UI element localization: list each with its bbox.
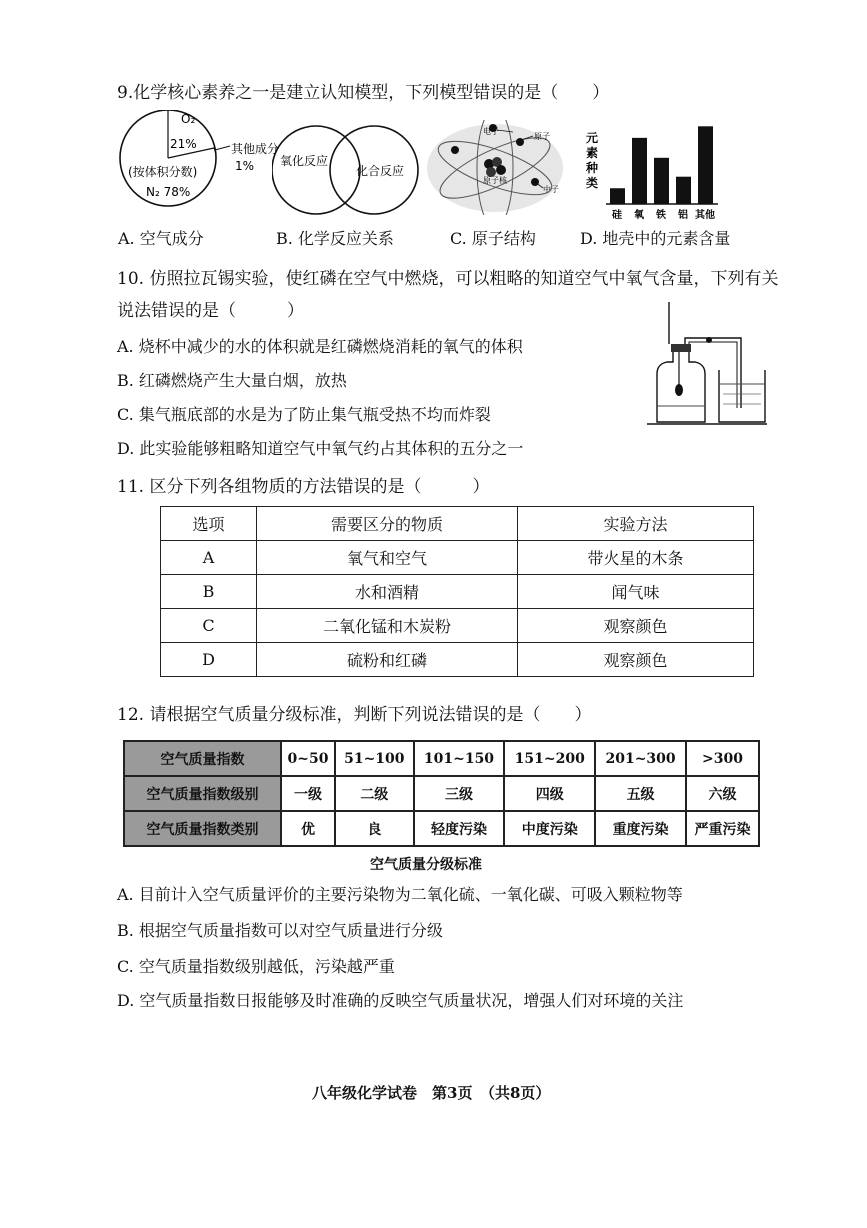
bar <box>698 126 713 204</box>
q9-stem: 9.化学核心素养之一是建立认知模型，下列模型错误的是（ ） <box>117 83 610 103</box>
row-header: 空气质量指数级别 <box>124 776 281 811</box>
row-header: 空气质量指数 <box>124 741 281 776</box>
q12-option-d: D. 空气质量指数日报能够及时准确的反映空气质量状况，增强人们对环境的关注 <box>117 991 684 1010</box>
table-cell: 51~100 <box>335 741 414 776</box>
table-row <box>124 776 759 811</box>
q10-stem-line2: 说法错误的是（ ） <box>117 301 304 321</box>
table-cell: 中度污染 <box>504 811 595 846</box>
air-composition-pie <box>118 110 288 215</box>
table-cell: 带火星的木条 <box>518 541 754 575</box>
reaction-venn <box>272 124 422 219</box>
table-cell: 严重污染 <box>686 811 759 846</box>
table-cell: 水和酒精 <box>257 575 518 609</box>
table-header-row <box>161 507 754 541</box>
bar <box>654 158 669 204</box>
q10-stem-line1: 10. 仿照拉瓦锡实验，使红磷在空气中燃烧，可以粗略的知道空气中氧气含量，下列有关 <box>117 269 779 289</box>
q11-stem: 11. 区分下列各组物质的方法错误的是（ ） <box>117 477 490 497</box>
bar <box>610 188 625 204</box>
table-row <box>124 811 759 846</box>
table-cell: 重度污染 <box>595 811 686 846</box>
bar-ylabel-char: 元 <box>586 131 599 145</box>
other-pct: 1% <box>235 159 255 173</box>
q9-option-a: A. 空气成分 <box>118 229 204 248</box>
venn-left-label: 氧化反应 <box>280 154 329 168</box>
n2-label: N₂ 78% <box>146 185 191 199</box>
q10-option-d: D. 此实验能够粗略知道空气中氧气约占其体积的五分之一 <box>117 439 524 458</box>
q12-option-b: B. 根据空气质量指数可以对空气质量进行分级 <box>117 921 443 940</box>
table-cell: 三级 <box>414 776 505 811</box>
table-cell: 轻度污染 <box>414 811 505 846</box>
q9-option-c: C. 原子结构 <box>450 229 536 248</box>
table-row <box>161 575 754 609</box>
table-row <box>161 609 754 643</box>
table-row <box>124 741 759 776</box>
bar-category-label: 铝 <box>678 210 688 221</box>
atom-model <box>425 120 570 215</box>
crust-element-bars <box>582 110 732 222</box>
table-cell: 201~300 <box>595 741 686 776</box>
bar <box>676 177 691 204</box>
q11-table <box>160 506 754 677</box>
table-cell: C <box>161 609 257 643</box>
q12-aqi-table <box>123 740 760 847</box>
header-cell: 选项 <box>161 507 257 541</box>
o2-pct: 21% <box>170 137 197 151</box>
q12-option-a: A. 目前计入空气质量评价的主要污染物为二氧化硫、一氧化碳、可吸入颗粒物等 <box>117 885 683 904</box>
table-cell: 观察颜色 <box>518 643 754 677</box>
electron-label: 电子 <box>483 127 499 136</box>
table-cell: B <box>161 575 257 609</box>
q9-option-d: D. 地壳中的元素含量 <box>580 229 731 248</box>
header-cell: 需要区分的物质 <box>257 507 518 541</box>
neutron-label: 中子 <box>543 185 559 194</box>
table-cell: >300 <box>686 741 759 776</box>
table-cell: 101~150 <box>414 741 505 776</box>
bar-category-label: 其他 <box>695 210 715 221</box>
table-row <box>161 643 754 677</box>
bar-ylabel <box>585 130 598 190</box>
table-cell: 四级 <box>504 776 595 811</box>
bar-ylabel-char: 类 <box>586 176 599 190</box>
table-cell: 闻气味 <box>518 575 754 609</box>
basis-label: (按体积分数) <box>128 165 198 179</box>
table-cell: 0~50 <box>281 741 335 776</box>
q12-stem: 12. 请根据空气质量分级标准，判断下列说法错误的是（ ） <box>117 705 592 725</box>
other-label: 其他成分 <box>231 142 280 156</box>
bar <box>632 138 647 204</box>
header-cell: 实验方法 <box>518 507 754 541</box>
table-cell: 一级 <box>281 776 335 811</box>
q10-option-a: A. 烧杯中减少的水的体积就是红磷燃烧消耗的氧气的体积 <box>117 337 523 356</box>
bar-category-label: 氧 <box>634 210 644 221</box>
table-cell: 良 <box>335 811 414 846</box>
q10-option-b: B. 红磷燃烧产生大量白烟，放热 <box>117 371 347 390</box>
table-cell: 151~200 <box>504 741 595 776</box>
table-cell: 硫粉和红磷 <box>257 643 518 677</box>
table-cell: A <box>161 541 257 575</box>
bar-ylabel-char: 种 <box>586 161 599 175</box>
table-cell: D <box>161 643 257 677</box>
table-cell: 观察颜色 <box>518 609 754 643</box>
q9-option-b: B. 化学反应关系 <box>276 229 394 248</box>
aqi-table-caption: 空气质量分级标准 <box>370 857 482 873</box>
page-footer: 八年级化学试卷 第3页 （共8页） <box>312 1084 551 1102</box>
bar-category-label: 铁 <box>656 210 666 221</box>
red-phosphorus-apparatus <box>645 298 770 428</box>
table-cell: 优 <box>281 811 335 846</box>
table-row <box>161 541 754 575</box>
table-cell: 二氧化锰和木炭粉 <box>257 609 518 643</box>
o2-label: O₂ <box>181 112 196 126</box>
table-cell: 六级 <box>686 776 759 811</box>
table-cell: 二级 <box>335 776 414 811</box>
table-cell: 氧气和空气 <box>257 541 518 575</box>
row-header: 空气质量指数类别 <box>124 811 281 846</box>
table-cell: 五级 <box>595 776 686 811</box>
q10-option-c: C. 集气瓶底部的水是为了防止集气瓶受热不均而炸裂 <box>117 405 491 424</box>
bar-category-label: 硅 <box>612 210 622 221</box>
q12-option-c: C. 空气质量指数级别越低，污染越严重 <box>117 957 395 976</box>
nucleus-label: 原子核 <box>483 176 507 185</box>
bar-ylabel-char: 素 <box>586 146 599 160</box>
venn-right-label: 化合反应 <box>356 164 405 178</box>
proton-label: 原子 <box>534 132 550 141</box>
